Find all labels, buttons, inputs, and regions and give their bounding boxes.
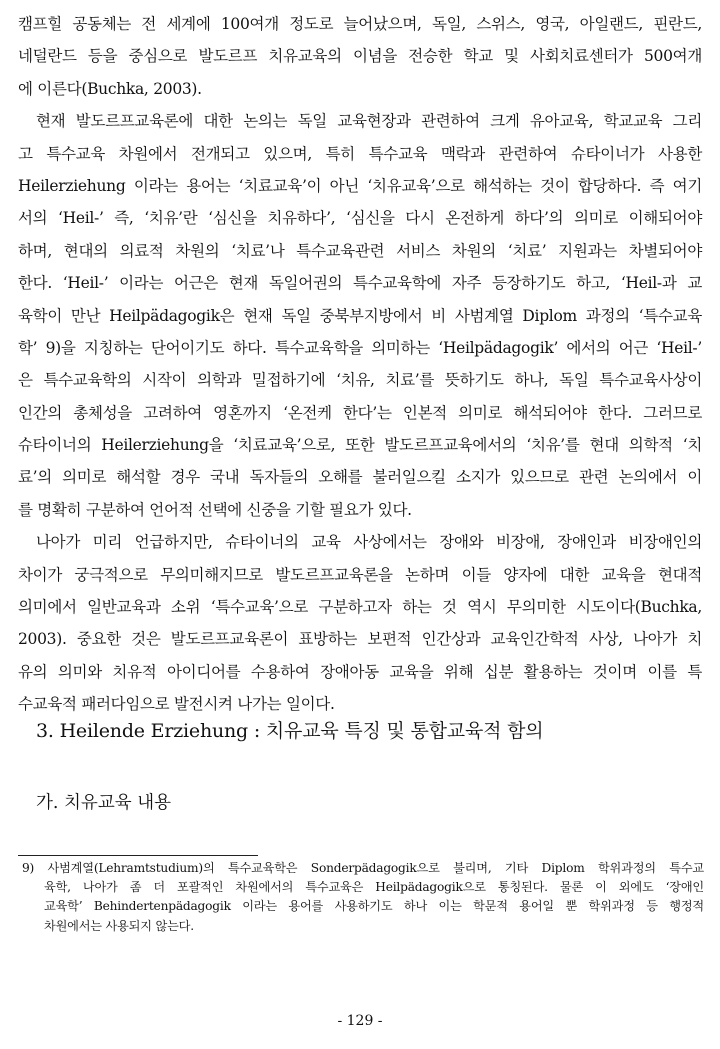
footnote-line: 차원에서는 사용되지 않는다. — [44, 918, 194, 933]
body-line: 캠프힐 공동체는 전 세계에 100여개 정도로 늘어났으며, 독일, 스위스, 영국, 아일랜드, 핀란드, — [18, 15, 702, 33]
body-line: 차이가 궁극적으로 무의미해지므로 발도르프교육론을 논하며 이들 양자에 대한 교육을 현대적 — [18, 565, 702, 584]
body-line: 를 명확히 구분하여 언어적 선택에 신중을 기할 필요가 있다. — [18, 500, 412, 519]
body-line: 의미에서 일반교육과 소위 ‘특수교육’으로 구분하고자 하는 것 역시 무의미한 시도이다(Buchka, — [18, 598, 702, 617]
body-line: 유의 의미와 치유적 아이디어를 수용하여 장애아동 교육을 위해 십분 활용하는 것이며 이를 특 — [18, 662, 702, 681]
body-line: 현재 발도르프교육론에 대한 논의는 독일 교육현장과 관련하여 크게 유아교육, 학교교육 그리 — [36, 112, 702, 131]
body-line: 한다. ‘Heil-’ 이라는 어근은 현재 독일어권의 특수교육학에 자주 등장하기도 하고, ‘Heil-과 교 — [18, 274, 702, 293]
body-line: 고 특수교육 차원에서 전개되고 있으며, 특히 특수교육 맥락과 관련하여 슈타이너가 사용한 — [18, 144, 702, 163]
body-line: 은 특수교육학의 시작이 의학과 밀접하기에 ‘치유, 치료’를 뜻하기도 하나, 독일 특수교육사상이 — [18, 371, 702, 390]
footnote-line: 육학, 나아가 좀 더 포괄적인 차원에서의 특수교육은 Heilpädagogik으로 통칭된다. 물론 이 외에도 ‘장애인 — [44, 880, 704, 895]
subsection-heading: 가. 치유교육 내용 — [36, 793, 172, 813]
body-line: 인간의 총체성을 고려하여 영혼까지 ‘온전케 한다’는 인본적 의미로 해석되어야 한다. 그러므로 — [18, 403, 702, 422]
body-line: 슈타이너의 Heilerziehung을 ‘치료교육’으로, 또한 발도르프교육에서의 ‘치유’를 현대 의학적 ‘치 — [18, 436, 702, 455]
footnote-divider — [18, 855, 258, 856]
body-line: Heilerziehung 이라는 용어는 ‘치료교육’이 아닌 ‘치유교육’으로 해석하는 것이 합당하다. 즉 여기 — [18, 176, 702, 195]
body-line: 네덜란드 등을 중심으로 발도르프 치유교육의 이념을 전승한 학교 및 사회치료센터가 500여개 — [18, 47, 702, 66]
body-line: 육학이 만난 Heilpädagogik은 현재 독일 중북부지방에서 비 사범계열 Diplom 과정의 ‘특수교육 — [18, 306, 702, 325]
body-line: 하며, 현대의 의료적 차원의 ‘치료’나 특수교육관련 서비스 차원의 ‘치료’ 지원과는 차별되어야 — [18, 241, 702, 260]
section-heading: 3. Heilende Erziehung : 치유교육 특징 및 통합교육적 함의 — [36, 720, 544, 742]
body-line: 2003). 중요한 것은 발도르프교육론이 표방하는 보편적 인간상과 교육인간학적 사상, 나아가 치 — [18, 630, 702, 649]
footnote-line: 교육학’ Behindertenpädagogik 이라는 용어를 사용하기도 하나 이는 학문적 용어일 뿐 학위과정 등 행정적 — [44, 899, 704, 914]
body-line: 나아가 미리 언급하지만, 슈타이너의 교육 사상에서는 장애와 비장애, 장애인과 비장애인의 — [36, 533, 702, 552]
body-line: 에 이른다(Buchka, 2003). — [18, 79, 202, 98]
body-text — [18, 8, 702, 721]
body-line: 료’의 의미로 해석할 경우 국내 독자들의 오해를 불러일으킬 소지가 있으므로 관련 논의에서 이 — [18, 468, 702, 487]
footnote — [22, 859, 704, 936]
footnote-line: 9) 사범계열(Lehramtstudium)의 특수교육학은 Sonderpädagogik으로 불리며, 기타 Diplom 학위과정의 특수교 — [22, 861, 704, 875]
body-line: 수교육적 패러다임으로 발전시켜 나가는 일이다. — [18, 695, 335, 714]
body-line: 학’ 9)을 지칭하는 단어이기도 하다. 특수교육학을 의미하는 ‘Heilpädagogik’ 에서의 어근 ‘Heil-’ — [18, 338, 702, 357]
body-line: 서의 ‘Heil-’ 즉, ‘치유’란 ‘심신을 치유하다’, ‘심신을 다시 온전하게 하다’의 의미로 이해되어야 — [18, 209, 702, 228]
page-number: - 129 - — [337, 1013, 383, 1029]
